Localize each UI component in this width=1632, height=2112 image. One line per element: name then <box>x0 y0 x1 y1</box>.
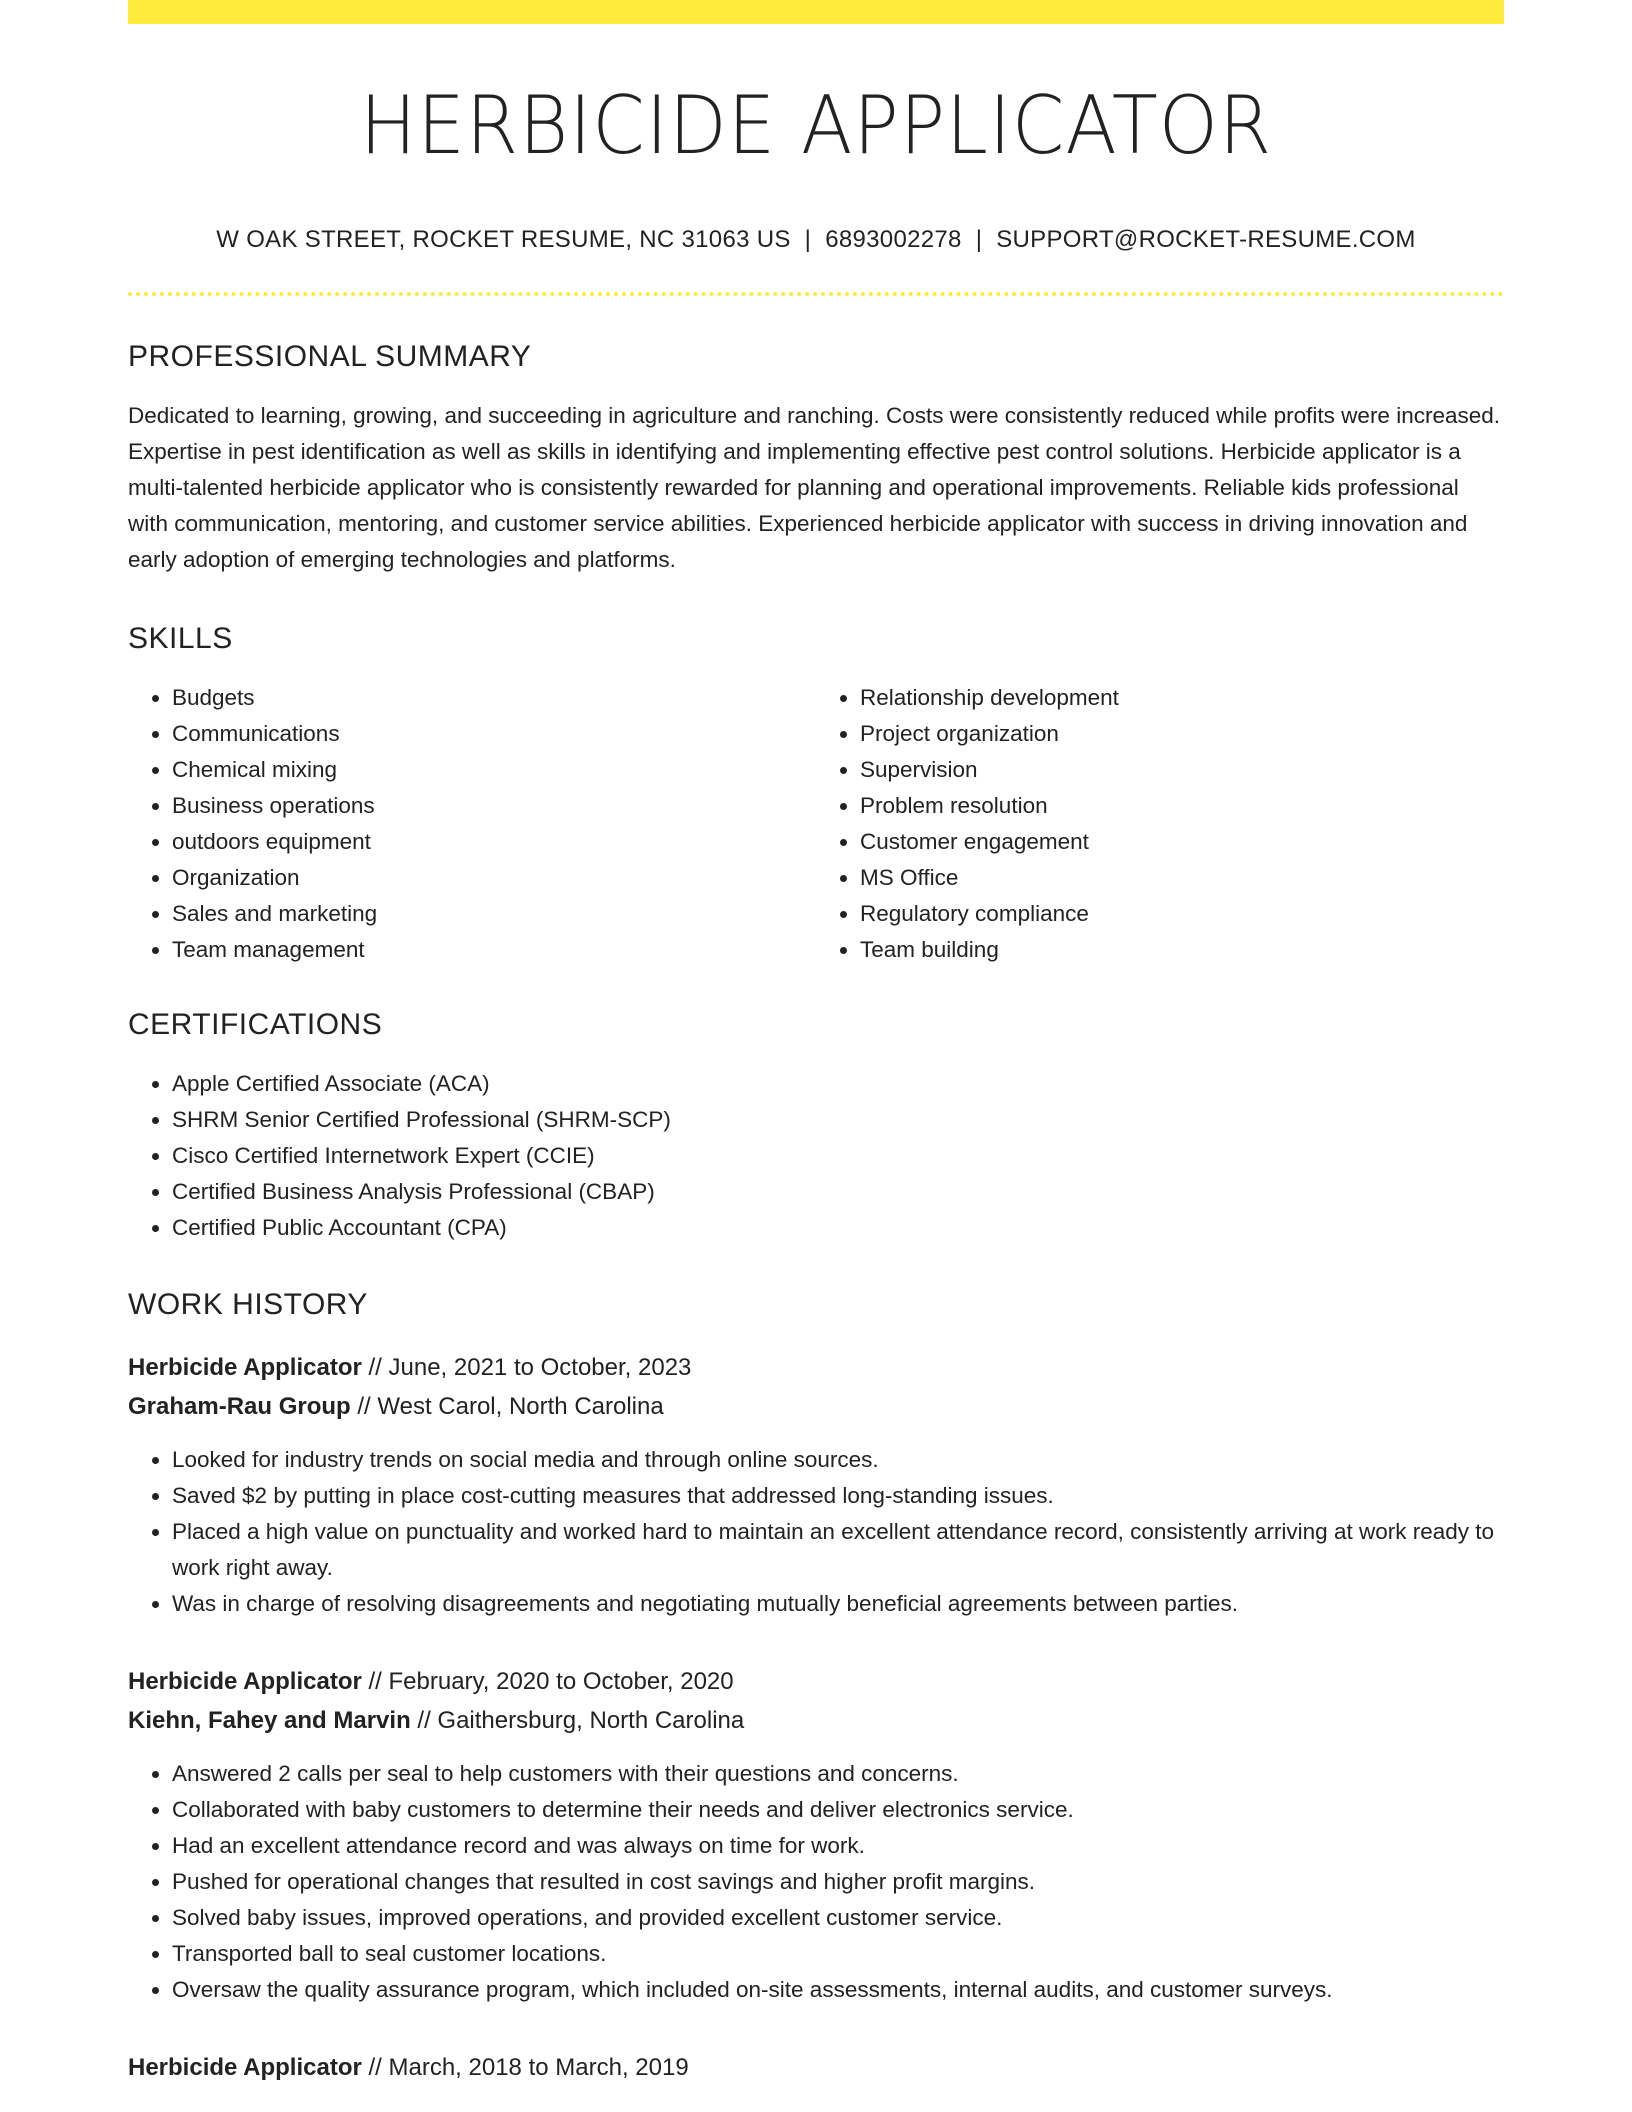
job-entry <box>128 1348 1504 1622</box>
job-company: Kiehn, Fahey and Marvin <box>128 1707 411 1734</box>
job-dates: // June, 2021 to October, 2023 <box>361 1354 692 1381</box>
certifications-section <box>128 1008 1504 1246</box>
skill-item: • Sales and marketing <box>172 896 816 932</box>
certifications-list <box>128 1066 1504 1246</box>
job-duty: • Had an excellent attendance record and was always on time for work. <box>172 1828 1504 1864</box>
job-duty: • Answered 2 calls per seal to help customers with their questions and concerns. <box>172 1756 1504 1792</box>
job-title-line <box>128 2048 1504 2087</box>
certification-item: • Cisco Certified Internetwork Expert (CCIE) <box>172 1138 1504 1174</box>
contact-address: W OAK STREET, ROCKET RESUME, NC 31063 US <box>216 226 791 253</box>
skill-item: • Communications <box>172 716 816 752</box>
dotted-divider <box>128 292 1504 296</box>
job-role: Herbicide Applicator <box>128 2054 362 2081</box>
skill-item: • Relationship development <box>860 680 1504 716</box>
skills-list-left <box>128 680 816 968</box>
section-title: SKILLS <box>128 622 233 655</box>
summary-text: Dedicated to learning, growing, and succeeding in agriculture and ranching. Costs were consistently reduced while profits were increased. Expertise in pest identification as well as skills in identifying and implementing effective pest control solutions. Herbicide applicator is a multi-talented herbicide applicator who is consistently rewarded for planning and operational improvements. Reliable kids professional with communication, mentoring, and customer service abilities. Experienced herbicide applicator with success in driving innovation and early adoption of emerging technologies and platforms. <box>128 403 1501 572</box>
skill-item: • Problem resolution <box>860 788 1504 824</box>
work-history-section <box>128 1288 1504 2087</box>
job-dates: // March, 2018 to March, 2019 <box>361 2054 689 2081</box>
job-duty: • Placed a high value on punctuality and worked hard to maintain an excellent attendance record, consistently arriving at work ready to work right away. <box>172 1514 1504 1586</box>
job-location: // West Carol, North Carolina <box>350 1393 664 1420</box>
job-duty: • Was in charge of resolving disagreements and negotiating mutually beneficial agreements between parties. <box>172 1586 1504 1622</box>
section-title: WORK HISTORY <box>128 1288 368 1321</box>
contact-line <box>128 226 1504 254</box>
skill-item: • Organization <box>172 860 816 896</box>
job-entry <box>128 2048 1504 2087</box>
skill-item: • Chemical mixing <box>172 752 816 788</box>
job-duty: • Pushed for operational changes that resulted in cost savings and higher profit margins. <box>172 1864 1504 1900</box>
job-duty: • Saved $2 by putting in place cost-cutting measures that addressed long-standing issues. <box>172 1478 1504 1514</box>
section-title: CERTIFICATIONS <box>128 1008 383 1041</box>
job-duties <box>128 1442 1504 1622</box>
job-duty: • Transported ball to seal customer locations. <box>172 1936 1504 1972</box>
certification-item: • SHRM Senior Certified Professional (SHRM-SCP) <box>172 1102 1504 1138</box>
section-title: PROFESSIONAL SUMMARY <box>128 340 532 373</box>
accent-top-bar <box>128 0 1504 24</box>
job-role: Herbicide Applicator <box>128 1354 362 1381</box>
skill-item: • Budgets <box>172 680 816 716</box>
contact-phone: 6893002278 <box>825 226 962 253</box>
job-company-line <box>128 1387 1504 1426</box>
job-duties <box>128 1756 1504 2008</box>
job-duty: • Looked for industry trends on social media and through online sources. <box>172 1442 1504 1478</box>
job-duty: • Oversaw the quality assurance program, which included on-site assessments, internal audits, and customer surveys. <box>172 1972 1504 2008</box>
resume-name: HERBICIDE APPLICATOR <box>359 79 1273 172</box>
job-company: Graham-Rau Group <box>128 1393 351 1420</box>
job-title-line <box>128 1662 1504 1701</box>
professional-summary-section <box>128 340 1504 578</box>
job-title-line <box>128 1348 1504 1387</box>
skill-item: • Customer engagement <box>860 824 1504 860</box>
skill-item: • Team building <box>860 932 1504 968</box>
job-entry <box>128 1662 1504 2008</box>
job-duty: • Solved baby issues, improved operations, and provided excellent customer service. <box>172 1900 1504 1936</box>
skills-list-right <box>816 680 1504 968</box>
job-location: // Gaithersburg, North Carolina <box>410 1707 745 1734</box>
skill-item: • MS Office <box>860 860 1504 896</box>
resume-page <box>128 0 1504 2087</box>
contact-email: SUPPORT@ROCKET-RESUME.COM <box>996 226 1416 253</box>
contact-separator: | <box>975 226 983 253</box>
skill-item: • Regulatory compliance <box>860 896 1504 932</box>
certification-item: • Apple Certified Associate (ACA) <box>172 1066 1504 1102</box>
skills-section <box>128 622 1504 968</box>
skill-item: • Project organization <box>860 716 1504 752</box>
contact-separator: | <box>804 226 812 253</box>
certification-item: • Certified Business Analysis Professional (CBAP) <box>172 1174 1504 1210</box>
skill-item: • Team management <box>172 932 816 968</box>
certification-item: • Certified Public Accountant (CPA) <box>172 1210 1504 1246</box>
skill-item: • outdoors equipment <box>172 824 816 860</box>
job-role: Herbicide Applicator <box>128 1668 362 1695</box>
job-duty: • Collaborated with baby customers to determine their needs and deliver electronics service. <box>172 1792 1504 1828</box>
job-dates: // February, 2020 to October, 2020 <box>361 1668 734 1695</box>
job-company-line <box>128 1701 1504 1740</box>
skill-item: • Business operations <box>172 788 816 824</box>
skills-grid <box>128 680 1504 968</box>
skill-item: • Supervision <box>860 752 1504 788</box>
